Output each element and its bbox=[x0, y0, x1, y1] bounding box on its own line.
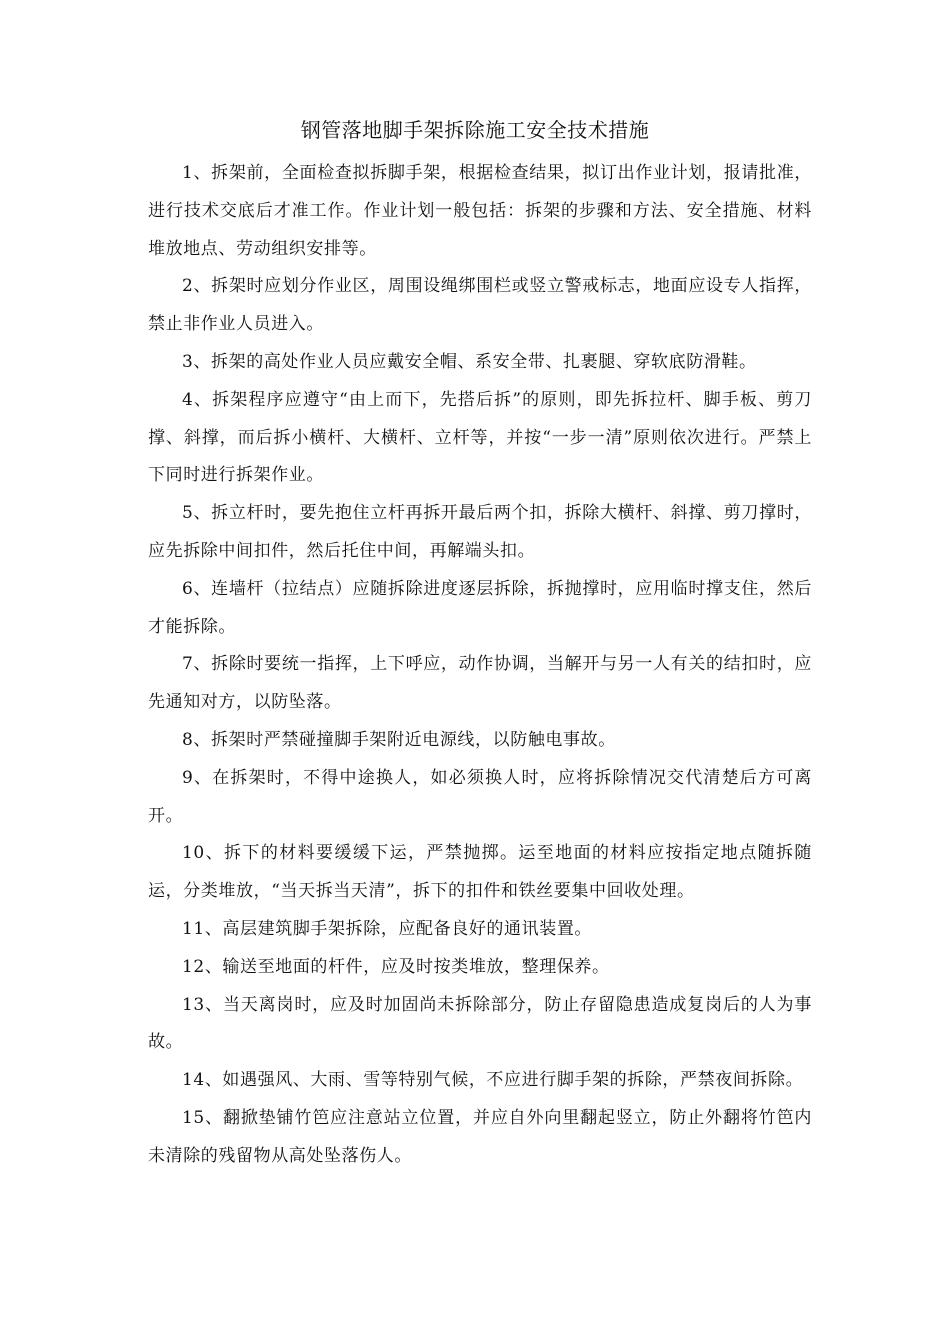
paragraph-12: 12、输送至地面的杆件，应及时按类堆放，整理保养。 bbox=[182, 956, 610, 977]
paragraph-10: 10、拆下的材料要缓缓下运，严禁抛掷。运至地面的材料应按指定地点随拆随运，分类堆放，“当天拆当天清”，拆下的扣件和铁丝要集中回收处理。 bbox=[148, 843, 812, 902]
paragraph-6: 6、连墙杆（拉结点）应随拆除进度逐层拆除，拆抛撑时，应用临时撑支住，然后才能拆除。 bbox=[148, 578, 812, 637]
paragraph-4: 4、拆架程序应遵守“由上而下，先搭后拆”的原则，即先拆拉杆、脚手板、剪刀撑、斜撑，而后拆小横杆、大横杆、立杆等，并按“一步一清”原则依次进行。严禁上下同时进行拆架作业。 bbox=[148, 389, 812, 486]
paragraph-14: 14、如遇强风、大雨、雪等特别气候，不应进行脚手架的拆除，严禁夜间拆除。 bbox=[182, 1070, 804, 1091]
paragraph-2: 2、拆架时应划分作业区，周围设绳绑围栏或竖立警戒标志，地面应设专人指挥，禁止非作业人员进入。 bbox=[148, 276, 812, 335]
paragraph-8: 8、拆架时严禁碰撞脚手架附近电源线，以防触电事故。 bbox=[182, 729, 616, 750]
paragraph-13: 13、当天离岗时，应及时加固尚未拆除部分，防止存留隐患造成复岗后的人为事故。 bbox=[148, 994, 812, 1053]
document-body bbox=[148, 155, 812, 1176]
paragraph-3: 3、拆架的高处作业人员应戴安全帽、系安全带、扎裹腿、穿软底防滑鞋。 bbox=[182, 351, 757, 372]
document-title: 钢管落地脚手架拆除施工安全技术措施 bbox=[300, 118, 650, 142]
paragraph-9: 9、在拆架时，不得中途换人，如必须换人时，应将拆除情况交代清楚后方可离开。 bbox=[148, 767, 812, 826]
paragraph-15: 15、翻掀垫铺竹笆应注意站立位置，并应自外向里翻起竖立，防止外翻将竹笆内未清除的残留物从高处坠落伤人。 bbox=[148, 1107, 812, 1166]
paragraph-11: 11、高层建筑脚手架拆除，应配备良好的通讯装置。 bbox=[182, 918, 593, 939]
paragraph-5: 5、拆立杆时，要先抱住立杆再拆开最后两个扣，拆除大横杆、斜撑、剪刀撑时，应先拆除中间扣件，然后托住中间，再解端头扣。 bbox=[148, 503, 812, 561]
paragraph-1: 1、拆架前，全面检查拟拆脚手架，根据检查结果，拟订出作业计划，报请批准，进行技术交底后才准工作。作业计划一般包括：拆架的步骤和方法、安全措施、材料堆放地点、劳动组织安排等。 bbox=[148, 163, 812, 259]
paragraph-7: 7、拆除时要统一指挥，上下呼应，动作协调，当解开与另一人有关的结扣时，应先通知对方，以防坠落。 bbox=[148, 654, 812, 713]
